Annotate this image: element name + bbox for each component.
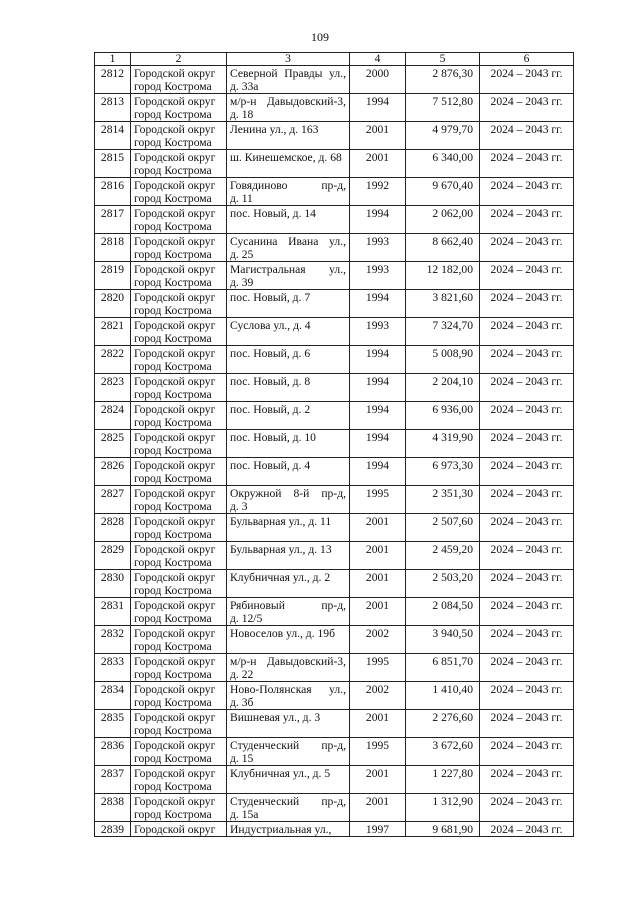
period-cell: 2024 – 2043 гг. [480, 514, 574, 542]
header-cell-3: 3 [227, 53, 350, 66]
municipality-line-2: город Кострома [134, 416, 212, 429]
table-row [95, 206, 574, 234]
address-cell [227, 822, 350, 837]
municipality-cell [131, 570, 227, 598]
row-number: 2814 [95, 122, 131, 150]
area-cell: 4 319,90 [406, 430, 480, 458]
table-row [95, 150, 574, 178]
table-row [95, 178, 574, 206]
table-row [95, 262, 574, 290]
period-cell: 2024 – 2043 гг. [480, 318, 574, 346]
municipality-line-1: Городской округ [134, 459, 216, 472]
period-cell: 2024 – 2043 гг. [480, 94, 574, 122]
table-row [95, 514, 574, 542]
table-row [95, 766, 574, 794]
year-cell: 1994 [350, 430, 406, 458]
address-line-2: д. 22 [230, 668, 254, 681]
table-row [95, 738, 574, 766]
municipality-line-1: Городской округ [134, 795, 216, 808]
row-number: 2825 [95, 430, 131, 458]
period-cell: 2024 – 2043 гг. [480, 794, 574, 822]
period-cell: 2024 – 2043 гг. [480, 150, 574, 178]
address-line-1: Суслова ул., д. 4 [230, 319, 311, 332]
address-cell [227, 570, 350, 598]
municipality-line-2: город Кострома [134, 584, 212, 597]
table-row [95, 290, 574, 318]
municipality-line-1: Городской округ [134, 683, 216, 696]
row-number: 2835 [95, 710, 131, 738]
area-cell: 6 973,30 [406, 458, 480, 486]
period-cell: 2024 – 2043 гг. [480, 262, 574, 290]
table-row [95, 794, 574, 822]
area-cell: 2 503,20 [406, 570, 480, 598]
area-cell: 2 204,10 [406, 374, 480, 402]
table-row [95, 710, 574, 738]
address-line-1: ш. Кинешемское, д. 68 [230, 151, 342, 164]
municipality-cell [131, 654, 227, 682]
address-line-1: Студенческий пр-д, [230, 795, 346, 808]
area-cell: 2 062,00 [406, 206, 480, 234]
address-line-1: Ленина ул., д. 163 [230, 123, 319, 136]
address-line-1: пос. Новый, д. 6 [230, 347, 311, 360]
municipality-cell [131, 598, 227, 626]
address-line-1: пос. Новый, д. 10 [230, 431, 316, 444]
municipality-line-1: Городской округ [134, 627, 216, 640]
municipality-line-2: город Кострома [134, 164, 212, 177]
year-cell: 1995 [350, 738, 406, 766]
header-cell-1: 1 [95, 53, 131, 66]
row-number: 2824 [95, 402, 131, 430]
address-cell [227, 766, 350, 794]
municipality-line-1: Городской округ [134, 207, 216, 220]
year-cell: 2001 [350, 766, 406, 794]
municipality-cell [131, 794, 227, 822]
municipality-line-2: город Кострома [134, 752, 212, 765]
address-line-1: Ново-Полянская ул., [230, 683, 346, 696]
table-row [95, 570, 574, 598]
address-line-1: Говядиново пр-д, [230, 179, 346, 192]
year-cell: 1994 [350, 206, 406, 234]
municipality-line-1: Городской округ [134, 431, 216, 444]
year-cell: 1994 [350, 94, 406, 122]
row-number: 2818 [95, 234, 131, 262]
municipality-line-1: Городской округ [134, 543, 216, 556]
year-cell: 1994 [350, 290, 406, 318]
area-cell: 1 410,40 [406, 682, 480, 710]
row-number: 2833 [95, 654, 131, 682]
address-cell [227, 402, 350, 430]
period-cell: 2024 – 2043 гг. [480, 458, 574, 486]
municipality-line-2: город Кострома [134, 360, 212, 373]
area-cell: 5 008,90 [406, 346, 480, 374]
year-cell: 2001 [350, 598, 406, 626]
address-line-1: м/р-н Давыдовский-3, [230, 95, 346, 108]
municipality-line-1: Городской округ [134, 823, 216, 836]
municipality-line-2: город Кострома [134, 220, 212, 233]
period-cell: 2024 – 2043 гг. [480, 66, 574, 94]
municipality-line-1: Городской округ [134, 515, 216, 528]
year-cell: 2001 [350, 570, 406, 598]
year-cell: 1995 [350, 654, 406, 682]
address-line-1: Рябиновый пр-д, [230, 599, 346, 612]
area-cell: 2 276,60 [406, 710, 480, 738]
address-cell [227, 794, 350, 822]
municipality-line-1: Городской округ [134, 319, 216, 332]
year-cell: 1995 [350, 486, 406, 514]
address-cell [227, 346, 350, 374]
municipality-line-1: Городской округ [134, 711, 216, 724]
address-line-2: д. 15а [230, 808, 259, 821]
period-cell: 2024 – 2043 гг. [480, 682, 574, 710]
address-line-1: Вишневая ул., д. 3 [230, 711, 321, 724]
year-cell: 2001 [350, 122, 406, 150]
area-cell: 7 512,80 [406, 94, 480, 122]
municipality-cell [131, 150, 227, 178]
address-cell [227, 178, 350, 206]
header-cell-2: 2 [131, 53, 227, 66]
period-cell: 2024 – 2043 гг. [480, 710, 574, 738]
address-line-1: пос. Новый, д. 7 [230, 291, 311, 304]
address-line-1: пос. Новый, д. 14 [230, 207, 316, 220]
municipality-line-1: Городской округ [134, 571, 216, 584]
municipality-cell [131, 514, 227, 542]
municipality-cell [131, 682, 227, 710]
municipality-cell [131, 318, 227, 346]
address-line-2: д. 3б [230, 696, 254, 709]
address-line-1: Бульварная ул., д. 13 [230, 543, 332, 556]
area-cell: 2 084,50 [406, 598, 480, 626]
address-line-1: Сусанина Ивана ул., [230, 235, 346, 248]
table-row [95, 122, 574, 150]
address-cell [227, 486, 350, 514]
year-cell: 1993 [350, 234, 406, 262]
table-row [95, 654, 574, 682]
municipality-cell [131, 458, 227, 486]
year-cell: 1997 [350, 822, 406, 837]
register-table [94, 52, 574, 837]
municipality-line-1: Городской округ [134, 739, 216, 752]
header-cell-4: 4 [350, 53, 406, 66]
row-number: 2832 [95, 626, 131, 654]
table-row [95, 318, 574, 346]
period-cell: 2024 – 2043 гг. [480, 822, 574, 837]
municipality-line-2: город Кострома [134, 556, 212, 569]
municipality-cell [131, 822, 227, 837]
row-number: 2815 [95, 150, 131, 178]
year-cell: 2001 [350, 150, 406, 178]
table-row [95, 626, 574, 654]
municipality-line-1: Городской округ [134, 599, 216, 612]
year-cell: 2001 [350, 514, 406, 542]
address-cell [227, 682, 350, 710]
address-cell [227, 262, 350, 290]
area-cell: 2 507,60 [406, 514, 480, 542]
area-cell: 1 312,90 [406, 794, 480, 822]
address-line-2: д. 39 [230, 276, 254, 289]
address-line-2: д. 3 [230, 500, 248, 513]
table-row [95, 486, 574, 514]
row-number: 2827 [95, 486, 131, 514]
area-cell: 7 324,70 [406, 318, 480, 346]
municipality-cell [131, 486, 227, 514]
address-line-2: д. 25 [230, 248, 254, 261]
area-cell: 3 821,60 [406, 290, 480, 318]
municipality-cell [131, 430, 227, 458]
municipality-line-2: город Кострома [134, 276, 212, 289]
year-cell: 2002 [350, 682, 406, 710]
period-cell: 2024 – 2043 гг. [480, 290, 574, 318]
address-line-2: д. 11 [230, 192, 253, 205]
municipality-cell [131, 234, 227, 262]
address-line-1: Бульварная ул., д. 11 [230, 515, 332, 528]
address-cell [227, 710, 350, 738]
address-cell [227, 598, 350, 626]
address-line-1: пос. Новый, д. 4 [230, 459, 311, 472]
municipality-line-2: город Кострома [134, 668, 212, 681]
municipality-line-1: Городской округ [134, 291, 216, 304]
row-number: 2821 [95, 318, 131, 346]
row-number: 2831 [95, 598, 131, 626]
period-cell: 2024 – 2043 гг. [480, 374, 574, 402]
address-cell [227, 150, 350, 178]
table-row [95, 458, 574, 486]
municipality-line-2: город Кострома [134, 780, 212, 793]
municipality-line-2: город Кострома [134, 248, 212, 261]
address-line-1: Клубничная ул., д. 2 [230, 571, 331, 584]
period-cell: 2024 – 2043 гг. [480, 654, 574, 682]
year-cell: 2001 [350, 542, 406, 570]
area-cell: 6 340,00 [406, 150, 480, 178]
row-number: 2838 [95, 794, 131, 822]
municipality-line-2: город Кострома [134, 640, 212, 653]
year-cell: 2001 [350, 710, 406, 738]
row-number: 2820 [95, 290, 131, 318]
table-row [95, 374, 574, 402]
area-cell: 8 662,40 [406, 234, 480, 262]
municipality-line-2: город Кострома [134, 304, 212, 317]
row-number: 2828 [95, 514, 131, 542]
address-cell [227, 206, 350, 234]
municipality-line-2: город Кострома [134, 192, 212, 205]
municipality-line-2: город Кострома [134, 472, 212, 485]
row-number: 2829 [95, 542, 131, 570]
municipality-cell [131, 374, 227, 402]
municipality-line-1: Городской округ [134, 487, 216, 500]
table-row [95, 346, 574, 374]
address-cell [227, 290, 350, 318]
municipality-line-2: город Кострома [134, 388, 212, 401]
address-cell [227, 514, 350, 542]
municipality-line-2: город Кострома [134, 696, 212, 709]
area-cell: 4 979,70 [406, 122, 480, 150]
page-number: 109 [311, 30, 329, 44]
municipality-line-1: Городской округ [134, 403, 216, 416]
address-line-1: м/р-н Давыдовский-3, [230, 655, 346, 668]
table-row [95, 234, 574, 262]
row-number: 2817 [95, 206, 131, 234]
municipality-line-2: город Кострома [134, 612, 212, 625]
address-line-2: д. 15 [230, 752, 254, 765]
year-cell: 1994 [350, 402, 406, 430]
table-row [95, 598, 574, 626]
row-number: 2830 [95, 570, 131, 598]
period-cell: 2024 – 2043 гг. [480, 766, 574, 794]
year-cell: 1994 [350, 374, 406, 402]
period-cell: 2024 – 2043 гг. [480, 206, 574, 234]
row-number: 2836 [95, 738, 131, 766]
address-line-1: Северной Правды ул., [230, 67, 346, 80]
table-row [95, 430, 574, 458]
municipality-cell [131, 178, 227, 206]
address-line-1: Индустриальная ул., [230, 823, 332, 836]
header-cell-5: 5 [406, 53, 480, 66]
area-cell: 2 459,20 [406, 542, 480, 570]
municipality-cell [131, 766, 227, 794]
address-cell [227, 122, 350, 150]
year-cell: 2001 [350, 794, 406, 822]
area-cell: 2 351,30 [406, 486, 480, 514]
address-line-1: Новоселов ул., д. 19б [230, 627, 335, 640]
municipality-line-2: город Кострома [134, 500, 212, 513]
address-line-1: пос. Новый, д. 8 [230, 375, 311, 388]
address-line-2: д. 33а [230, 80, 259, 93]
period-cell: 2024 – 2043 гг. [480, 402, 574, 430]
address-cell [227, 94, 350, 122]
area-cell: 6 936,00 [406, 402, 480, 430]
period-cell: 2024 – 2043 гг. [480, 346, 574, 374]
municipality-cell [131, 94, 227, 122]
period-cell: 2024 – 2043 гг. [480, 738, 574, 766]
municipality-cell [131, 738, 227, 766]
area-cell: 9 681,90 [406, 822, 480, 837]
header-cell-6: 6 [480, 53, 574, 66]
table-row [95, 66, 574, 94]
header-row [95, 53, 574, 66]
municipality-line-2: город Кострома [134, 332, 212, 345]
address-cell [227, 66, 350, 94]
row-number: 2834 [95, 682, 131, 710]
address-line-1: Окружной 8-й пр-д, [230, 487, 346, 500]
municipality-line-1: Городской округ [134, 263, 216, 276]
municipality-line-2: город Кострома [134, 724, 212, 737]
row-number: 2822 [95, 346, 131, 374]
address-line-1: Магистральная ул., [230, 263, 346, 276]
table-row [95, 94, 574, 122]
municipality-cell [131, 262, 227, 290]
year-cell: 2000 [350, 66, 406, 94]
row-number: 2823 [95, 374, 131, 402]
address-line-2: д. 12/5 [230, 612, 263, 625]
municipality-cell [131, 402, 227, 430]
address-line-2: д. 18 [230, 108, 254, 121]
municipality-cell [131, 542, 227, 570]
address-line-1: Студенческий пр-д, [230, 739, 346, 752]
table-row [95, 402, 574, 430]
address-cell [227, 374, 350, 402]
municipality-line-2: город Кострома [134, 108, 212, 121]
period-cell: 2024 – 2043 гг. [480, 430, 574, 458]
year-cell: 1994 [350, 458, 406, 486]
municipality-cell [131, 290, 227, 318]
municipality-line-1: Городской округ [134, 375, 216, 388]
address-cell [227, 318, 350, 346]
address-cell [227, 542, 350, 570]
table-row [95, 822, 574, 837]
municipality-cell [131, 206, 227, 234]
municipality-cell [131, 346, 227, 374]
address-cell [227, 654, 350, 682]
municipality-cell [131, 66, 227, 94]
period-cell: 2024 – 2043 гг. [480, 598, 574, 626]
row-number: 2839 [95, 822, 131, 837]
address-cell [227, 738, 350, 766]
row-number: 2813 [95, 94, 131, 122]
municipality-line-2: город Кострома [134, 80, 212, 93]
year-cell: 1993 [350, 262, 406, 290]
municipality-line-1: Городской округ [134, 655, 216, 668]
municipality-cell [131, 122, 227, 150]
row-number: 2816 [95, 178, 131, 206]
address-cell [227, 430, 350, 458]
municipality-line-1: Городской округ [134, 151, 216, 164]
period-cell: 2024 – 2043 гг. [480, 570, 574, 598]
row-number: 2812 [95, 66, 131, 94]
municipality-line-2: город Кострома [134, 528, 212, 541]
municipality-line-1: Городской округ [134, 95, 216, 108]
municipality-line-1: Городской округ [134, 347, 216, 360]
municipality-line-2: город Кострома [134, 808, 212, 821]
address-line-1: пос. Новый, д. 2 [230, 403, 311, 416]
municipality-line-1: Городской округ [134, 67, 216, 80]
year-cell: 1992 [350, 178, 406, 206]
area-cell: 3 940,50 [406, 626, 480, 654]
area-cell: 2 876,30 [406, 66, 480, 94]
area-cell: 12 182,00 [406, 262, 480, 290]
period-cell: 2024 – 2043 гг. [480, 234, 574, 262]
municipality-cell [131, 626, 227, 654]
period-cell: 2024 – 2043 гг. [480, 486, 574, 514]
municipality-line-1: Городской округ [134, 767, 216, 780]
period-cell: 2024 – 2043 гг. [480, 626, 574, 654]
address-line-1: Клубничная ул., д. 5 [230, 767, 331, 780]
year-cell: 1993 [350, 318, 406, 346]
municipality-line-1: Городской округ [134, 179, 216, 192]
table-row [95, 542, 574, 570]
address-cell [227, 626, 350, 654]
municipality-line-1: Городской округ [134, 235, 216, 248]
year-cell: 1994 [350, 346, 406, 374]
area-cell: 1 227,80 [406, 766, 480, 794]
row-number: 2819 [95, 262, 131, 290]
municipality-cell [131, 710, 227, 738]
area-cell: 3 672,60 [406, 738, 480, 766]
period-cell: 2024 – 2043 гг. [480, 542, 574, 570]
area-cell: 6 851,70 [406, 654, 480, 682]
municipality-line-1: Городской округ [134, 123, 216, 136]
municipality-line-2: город Кострома [134, 136, 212, 149]
table-row [95, 682, 574, 710]
area-cell: 9 670,40 [406, 178, 480, 206]
period-cell: 2024 – 2043 гг. [480, 122, 574, 150]
row-number: 2837 [95, 766, 131, 794]
address-cell [227, 234, 350, 262]
period-cell: 2024 – 2043 гг. [480, 178, 574, 206]
year-cell: 2002 [350, 626, 406, 654]
address-cell [227, 458, 350, 486]
municipality-line-2: город Кострома [134, 444, 212, 457]
row-number: 2826 [95, 458, 131, 486]
